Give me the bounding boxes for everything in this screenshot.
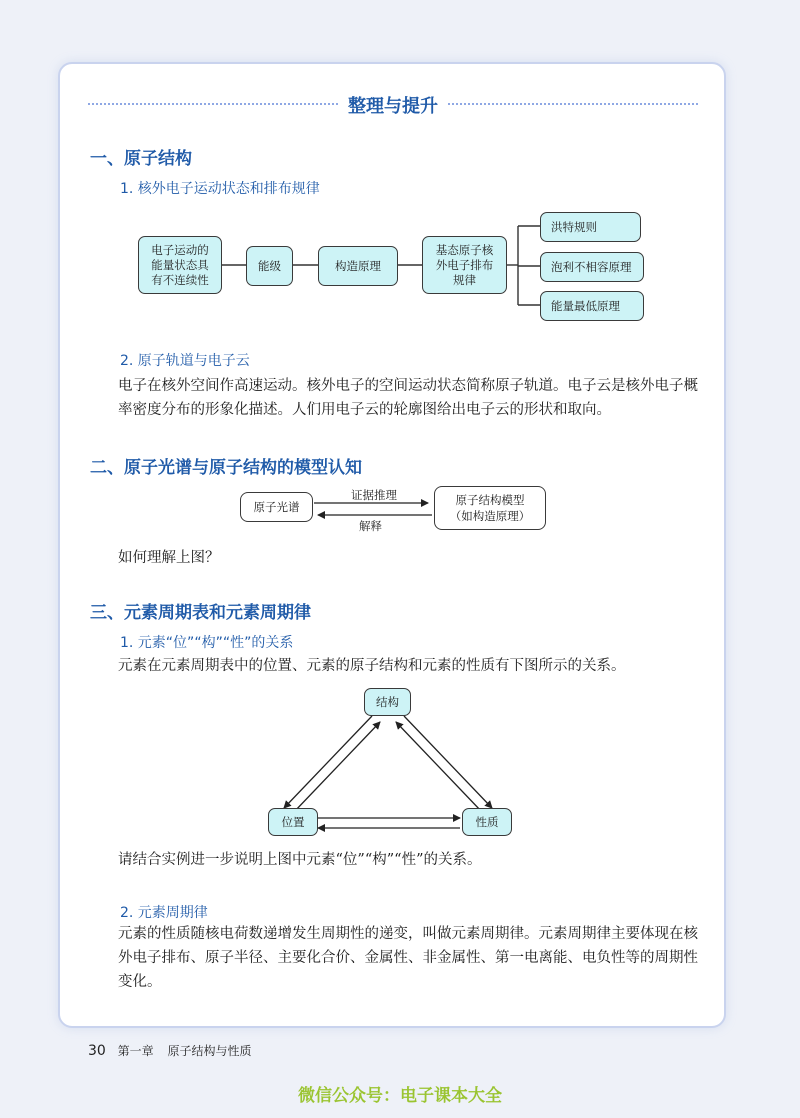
flow-box1-line2: 能量状态具	[151, 257, 209, 272]
wechat-watermark: 微信公众号：电子课本大全	[298, 1086, 502, 1106]
section3-sub1: 1. 元素“位”“构”“性”的关系	[120, 635, 294, 651]
atomic-model-line1: 原子结构模型	[455, 493, 525, 507]
rule-lowest-label: 能量最低原理	[551, 298, 620, 313]
node-property-label: 性质	[475, 814, 499, 829]
section3-sub2: 2. 元素周期律	[120, 905, 208, 921]
triangle-node-structure	[364, 688, 411, 716]
section3-paragraph2: 请结合实例进一步说明上图中元素“位”“构”“性”的关系。	[118, 852, 482, 868]
arrow-label-explain: 解释	[359, 519, 382, 533]
node-position-label: 位置	[281, 814, 305, 829]
section3-paragraph3: 元素的性质随核电荷数递增发生周期性的递变，叫做元素周期律。元素周期律主要体现在核外电子排布、原子半径、主要化合价、金属性、非金属性、第一电离能、电负性等的周期性变化。	[118, 926, 698, 990]
flow-box4-line2: 外电子排布	[435, 257, 494, 272]
atomic-model-line2: （如构造原理）	[449, 509, 531, 523]
triangle-node-position	[268, 808, 318, 836]
flow-box3-label: 构造原理	[335, 258, 381, 273]
page-footer	[88, 1042, 252, 1059]
section3-paragraph1: 元素在元素周期表中的位置、元素的原子结构和元素的性质有下图所示的关系。	[118, 658, 626, 674]
section3-heading: 三、元素周期表和元素周期律	[90, 603, 311, 623]
flow-box4-line1: 基态原子核	[435, 242, 494, 257]
flow-box1-line3: 有不连续性	[151, 272, 209, 287]
triangle-node-property	[462, 808, 512, 836]
section2-question: 如何理解上图？	[118, 550, 220, 566]
chapter-label: 第一章	[117, 1044, 154, 1058]
page-number: 30	[88, 1043, 106, 1059]
section1-sub1: 1. 核外电子运动状态和排布规律	[120, 181, 320, 197]
flow-box4-line3: 规律	[453, 272, 476, 287]
rule-pauli-label: 泡利不相容原理	[551, 259, 632, 274]
rule-hund-label: 洪特规则	[551, 219, 597, 234]
arrow-label-evidence: 证据推理	[351, 488, 397, 502]
banner-title: 整理与提升	[348, 96, 438, 117]
flow-box1-line1: 电子运动的	[151, 242, 209, 257]
chapter-title: 原子结构与性质	[167, 1044, 252, 1058]
node-structure-label: 结构	[376, 694, 399, 709]
section1-heading: 一、原子结构	[90, 149, 192, 169]
flow-box2-label: 能级	[258, 258, 281, 273]
section1-sub2: 2. 原子轨道与电子云	[120, 353, 250, 369]
section2-heading: 二、原子光谱与原子结构的模型认知	[90, 458, 362, 478]
atomic-spectrum-label: 原子光谱	[253, 500, 300, 514]
section1-paragraph: 电子在核外空间作高速运动。核外电子的空间运动状态简称原子轨道。电子云是核外电子概率密度分布的形象化描述。人们用电子云的轮廓图给出电子云的形状和取向。	[118, 378, 698, 418]
